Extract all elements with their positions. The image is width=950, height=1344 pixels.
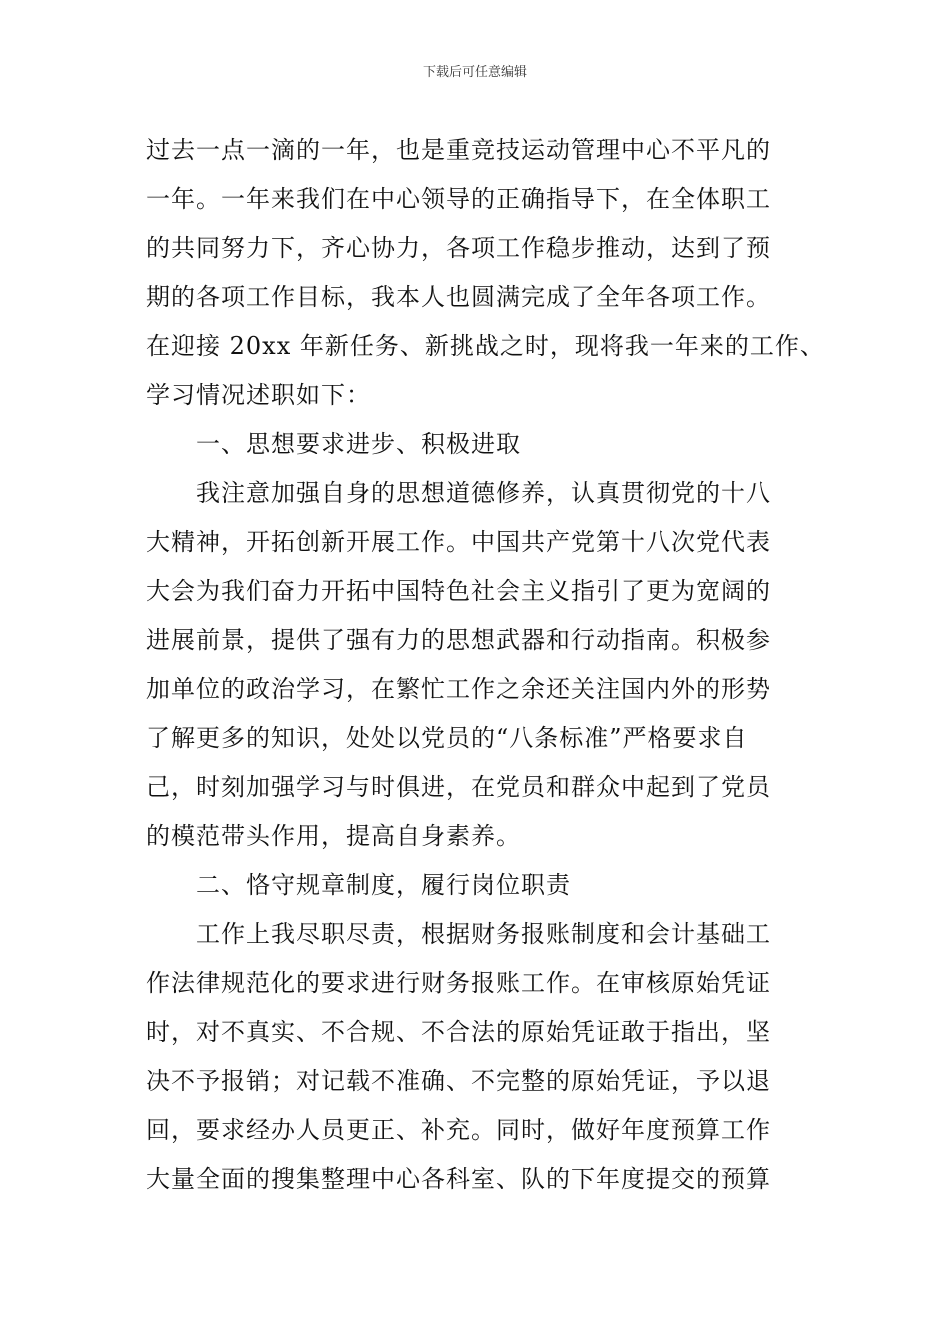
body-line: 了解更多的知识，处处以党员的“八条标准”严格要求自 [146, 724, 748, 752]
body-line: 学习情况述职如下： [146, 381, 371, 409]
body-line: 大量全面的搜集整理中心各科室、队的下年度提交的预算 [146, 1165, 771, 1193]
page-header: 下载后可任意编辑 [422, 65, 527, 80]
body-line: 大会为我们奋力开拓中国特色社会主义指引了更为宽阔的 [146, 577, 771, 605]
body-line: 回，要求经办人员更正、补充。同时，做好年度预算工作 [146, 1116, 771, 1144]
body-line: 进展前景，提供了强有力的思想武器和行动指南。积极参 [146, 626, 771, 654]
body-line: 我注意加强自身的思想道德修养，认真贯彻党的十八 [196, 479, 771, 507]
body-line: 一年。一年来我们在中心领导的正确指导下，在全体职工 [146, 185, 771, 213]
body-line: 时，对不真实、不合规、不合法的原始凭证敢于指出，坚 [146, 1018, 771, 1046]
body-line: 作法律规范化的要求进行财务报账工作。在审核原始凭证 [146, 969, 771, 997]
body-line: 的共同努力下，齐心协力，各项工作稳步推动，达到了预 [146, 234, 771, 262]
section-heading: 一、思想要求进步、积极进取 [196, 430, 521, 458]
document-body [146, 126, 826, 1204]
body-line: 在迎接 20xx 年新任务、新挑战之时，现将我一年来的工作、 [146, 332, 825, 360]
body-line: 己，时刻加强学习与时俱进，在党员和群众中起到了党员 [146, 773, 771, 801]
body-line: 加单位的政治学习，在繁忙工作之余还关注国内外的形势 [146, 675, 771, 703]
body-line: 的模范带头作用，提高自身素养。 [146, 822, 521, 850]
body-line: 决不予报销；对记载不准确、不完整的原始凭证，予以退 [146, 1067, 771, 1095]
body-line: 期的各项工作目标，我本人也圆满完成了全年各项工作。 [146, 283, 771, 311]
body-line: 工作上我尽职尽责，根据财务报账制度和会计基础工 [196, 920, 771, 948]
body-line: 大精神，开拓创新开展工作。中国共产党第十八次党代表 [146, 528, 771, 556]
section-heading: 二、恪守规章制度，履行岗位职责 [196, 871, 571, 899]
body-line: 过去一点一滴的一年，也是重竞技运动管理中心不平凡的 [146, 136, 771, 164]
